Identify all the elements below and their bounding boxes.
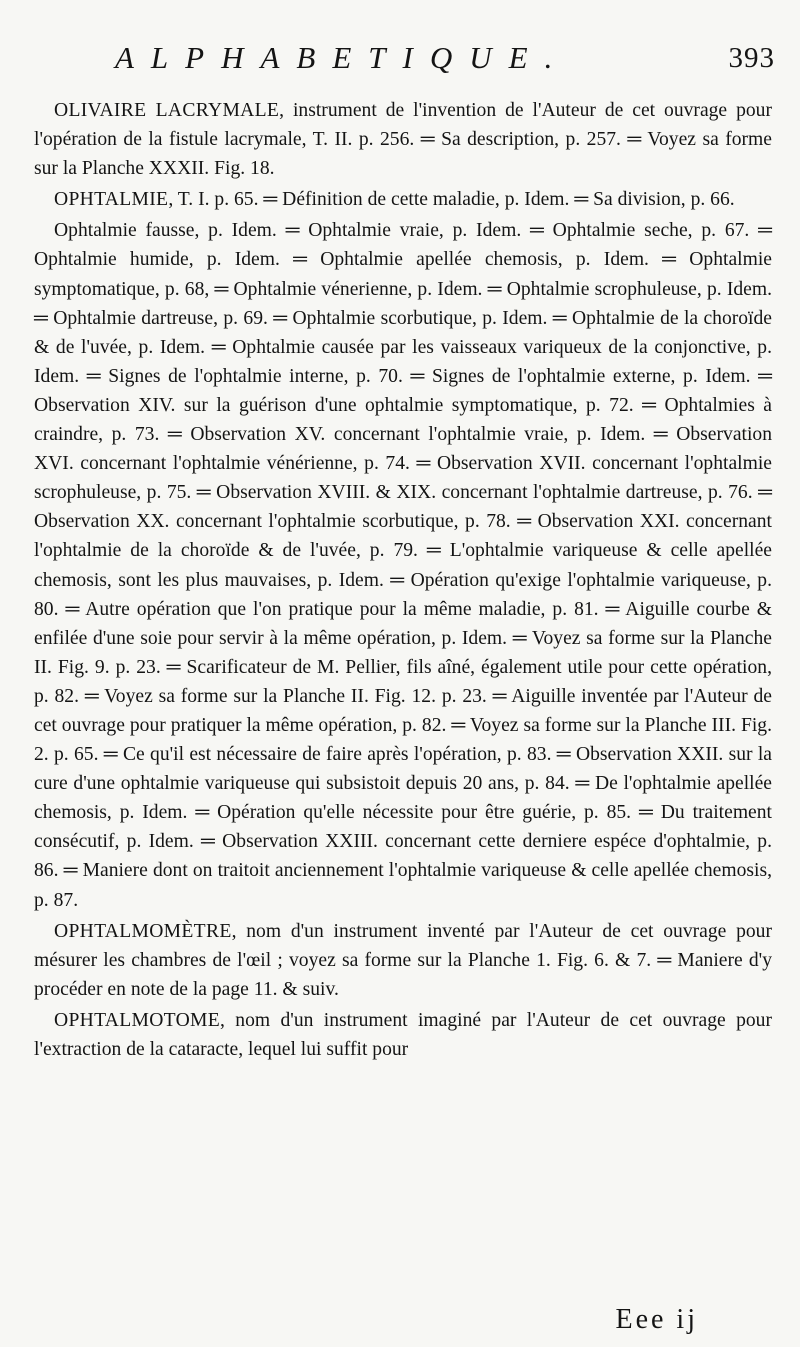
index-entry-ophtalmotome <box>34 1006 772 1064</box>
entry-text: , nom d'un instrument inventé par l'Auteur de cet ouvrage pour mésurer les chambres de l'œil ; voyez sa forme sur la Planche 1. Fig. 6. & 7. ═ Maniere d'y procéder en note de la page 11. & suiv. <box>34 920 772 1000</box>
entry-text: , T. I. p. 65. ═ Définition de cette maladie, p. Idem. ═ Sa division, p. 66. <box>168 189 735 211</box>
page-header <box>115 40 775 90</box>
entry-text: Ophtalmie fausse, p. Idem. ═ Ophtalmie vraie, p. Idem. ═ Ophtalmie seche, p. 67. ═ Ophtalmie humide, p. Idem. ═ Ophtalmie apellée chemosis, p. Idem. ═ Ophtalmie symptomatique, p. 68, ═ Ophtalmie vénerienne, p. Idem. ═ Ophtalmie scrophuleuse, p. Idem. ═ Ophtalmie dartreuse, p. 69. ═ Ophtalmie scorbutique, p. Idem. ═ Ophtalmie de la choroïde & de l'uvée, p. Idem. ═ Ophtalmie causée par les vaisseaux variqueux de la conjonctive, p. Idem. ═ Signes de l'ophtalmie interne, p. 70. ═ Signes de l'ophtalmie externe, p. Idem. ═ Observation XIV. sur la guérison d'une ophtalmie symptomatique, p. 72. ═ Ophtalmies à craindre, p. 73. ═ Observation XV. concernant l'ophtalmie vraie, p. Idem. ═ Observation XVI. concernant l'ophtalmie vénérienne, p. 74. ═ Observation XVII. concernant l'ophtalmie scrophuleuse, p. 75. ═ Observation XVIII. & XIX. concernant l'ophtalmie dartreuse, p. 76. ═ Observation XX. concernant l'ophtalmie scorbutique, p. 78. ═ Observation XXI. concernant l'ophtalmie de la choroïde & de l'uvée, p. 79. ═ L'ophtalmie variqueuse & celle apellée chemosis, sont les plus mauvaises, p. Idem. ═ Opération qu'exige l'ophtalmie variqueuse, p. 80. ═ Autre opération que l'on pratique pour la même maladie, p. 81. ═ Aiguille courbe & enfilée d'une soie pour servir à la même opération, p. Idem. ═ Voyez sa forme sur la Planche II. Fig. 9. p. 23. ═ Scarificateur de M. Pellier, fils aîné, également utile pour cette opération, p. 82. ═ Voyez sa forme sur la Planche II. Fig. 12. p. 23. ═ Aiguille inventée par l'Auteur de cet ouvrage pour pratiquer la même opération, p. 82. ═ Voyez sa forme sur la Planche III. Fig. 2. p. 65. ═ Ce qu'il est nécessaire de faire après l'opération, p. 83. ═ Observation XXII. sur la cure d'une ophtalmie variqueuse qui subsistoit depuis 20 ans, p. 84. ═ De l'ophtalmie apellée chemosis, p. Idem. ═ Opération qu'elle nécessite pour être guérie, p. 85. ═ Du traitement consécutif, p. Idem. ═ Observation XXIII. concernant cette derniere espéce d'ophtalmie, p. 86. ═ Maniere dont on traitoit anciennement l'ophtalmie variqueuse & celle apellée chemosis, p. 87. <box>34 220 772 911</box>
entry-text: , nom d'un instrument imaginé par l'Auteur de cet ouvrage pour l'extraction de la cataracte, lequel lui suffit pour <box>34 1009 772 1060</box>
index-entry-ophtalmometre <box>34 917 772 1004</box>
entry-headword: OPHTALMIE <box>54 189 169 211</box>
entry-text: , instrument de l'invention de l'Auteur de cet ouvrage pour l'opération de la fistule lacrymale, T. II. p. 256. ═ Sa description, p. 257. ═ Voyez sa forme sur la Planche XXXII. Fig. 18. <box>34 100 772 180</box>
index-entry-ophtalmie <box>34 185 772 214</box>
index-entry-olivaire-lacrymale <box>34 96 772 183</box>
running-title: ALPHABETIQUE. <box>115 40 570 75</box>
entry-headword: OPHTALMOTOME <box>54 1009 221 1031</box>
signature-mark: Eee ij <box>615 1304 698 1335</box>
index-entry-ophtalmie-subentries <box>34 216 772 914</box>
entry-headword: OLIVAIRE LACRYMALE <box>54 100 280 121</box>
page-number: 393 <box>728 42 775 74</box>
entry-headword: OPHTALMOMÈTRE <box>54 920 232 942</box>
index-body <box>34 96 772 1066</box>
